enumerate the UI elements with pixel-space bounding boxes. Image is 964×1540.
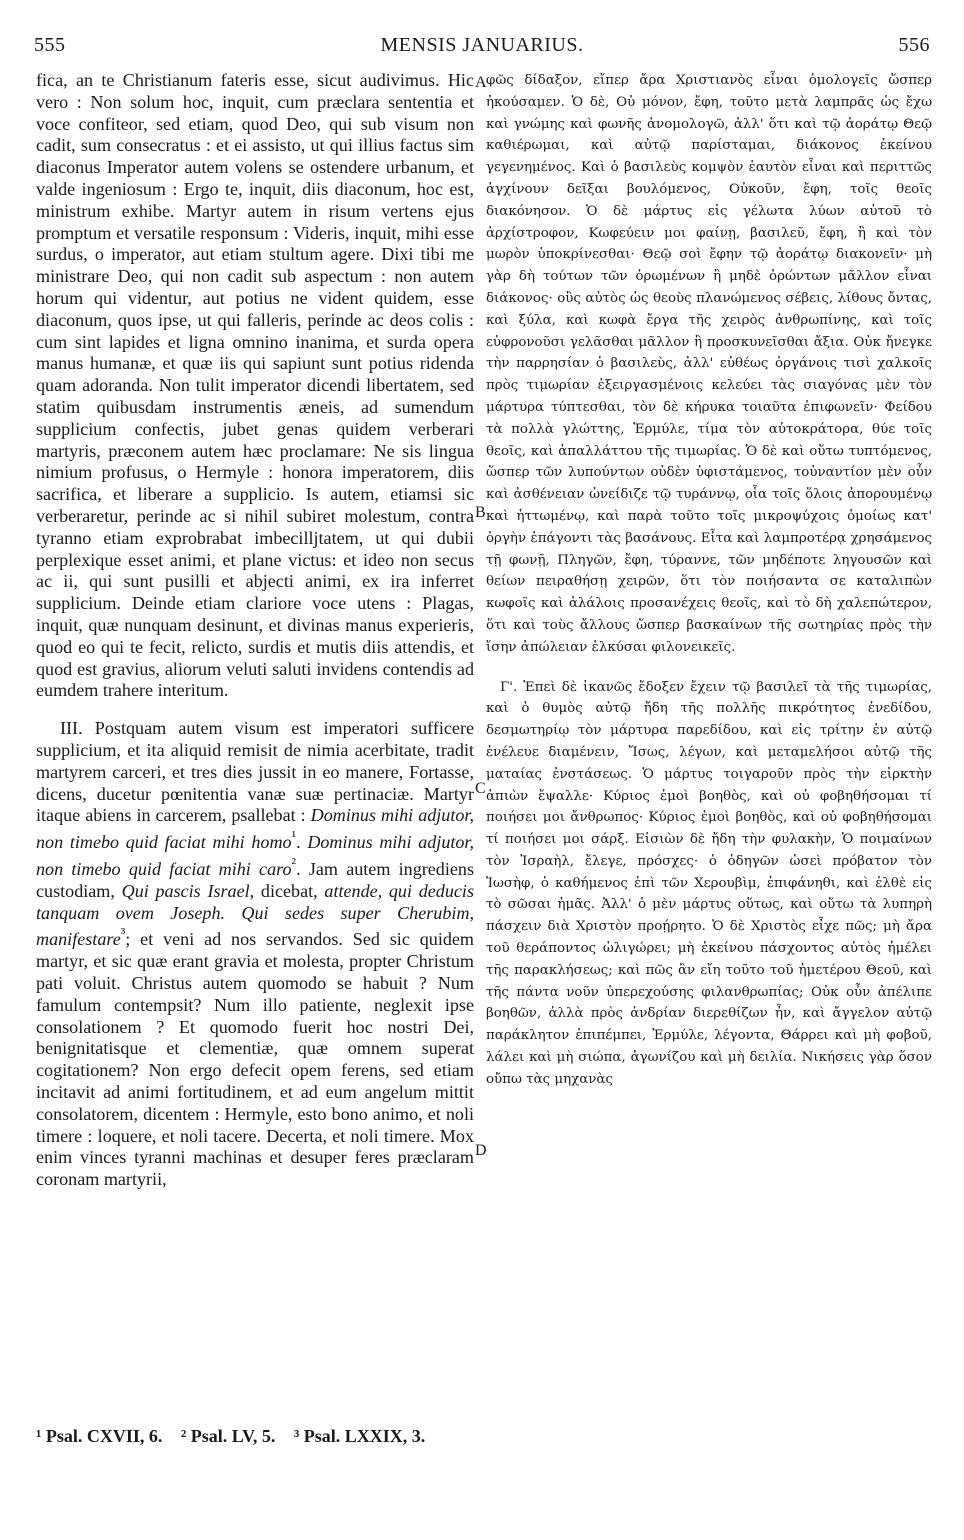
latin-p2-text-d: , dicebat, [249, 880, 325, 901]
footnote-1: ¹ Psal. CXVII, 6. [36, 1426, 163, 1446]
latin-paragraph-1: fica, an te Christianum fateris esse, sicut audivimus. Hic vero : Non solum hoc, inquit, cum præclara sententia et voce confiteor, sed etiam, quod Deo, qui sub visum non cadit, sum consecratus : et ei assisto, ut qui illius factus sim diaconus Imperator autem volens se ostendere urbanum, et valde ingeniosum : Ergo te, inquit, diis diaconum, hoc est, ministrum exhibe. Martyr autem in risum vertens ejus promptum et versatile responsum : Videris, inquit, mihi esse surdus, o imperator, aut etiam stultum agere. Dixi tibi me ministrare Deo, qui non cadit sub aspectum : non autem horum qui videntur, aut potius ne vident quidem, esse diaconum, quos ipse, ut qui falleris, perinde ac deos colis : cum sint lapides et ligna omnino inanima, et surda opera manus humanæ, et quæ iis qui sapiunt sunt potius ridenda quam adoranda. Non tulit imperator dicendi libertatem, sed statim quibusdam instrumentis æneis, ad sumendum supplicium confectis, jubet genas quidem verberari martyris, præconem autem hæc proclamare: Ne sis lingua nimium profusus, o Hermyle : honora imperatorem, diis sacrifica, et liberare a supplicio. Is autem, etiamsi sic verberaretur, perinde ac si nihil subiret molestum, contra tyranno etiam exprobrabat imbecilljtatem, ut qui dubii perplexique esset animi, et plane victus: et ideo non secus ac ii, qui sunt pusilli et abjecti animi, ex ira inferret supplicium. Deinde etiam clariore voce utens : Plagas, inquit, quæ nunquam desinunt, et divinas manus experieris, quod eo qui te fecit, relicto, surdis et mutis diis attendis, et quod est gravius, aliorum veluti saluti invidens contendis ad eumdem trahere interitum. [36, 70, 474, 701]
latin-quote-1: Dominus mihi adjutor, non timebo quid faciat mihi homo [36, 805, 474, 853]
latin-column [36, 70, 474, 1191]
greek-column [486, 70, 932, 1091]
latin-p2-text-e: ; et veni ad nos servandos. Sed sic quidem martyr, et sic quæ erant gravia et molesta, propter Christum pati voluit. Christus autem quomodo se habuit ? Num famulum contempsit? Num illo patiente, neglexit ipse consolationem ? Et quomodo fuerit hoc nostri Dei, benignitatisque et clementiæ, quæ omnem superat cogitationem? Non ergo defecit opem ferens, sed etiam incitavit ad animi fortitudinem, et ad eum angelum mittit consolatorem, dicentem : Hermyle, esto bono animo, et noli timere : loquere, et noli tacere. Decerta, et noli timere. Mox enim vinces tyranni machinas et desuper feres præclaram coronam martyrii, [36, 929, 474, 1190]
footnote-ref-1: ¹ [291, 829, 297, 846]
footnote-ref-2: ² [291, 855, 297, 872]
marginal-marker-a: A [475, 74, 487, 91]
marginal-marker-c: C [475, 780, 486, 797]
page-header [34, 34, 930, 64]
footnote-2: ² Psal. LV, 5. [180, 1426, 276, 1446]
latin-quote-4: attende, qui deducis tanquam ovem Joseph. Qui sedes super Cherubim, manifestare [36, 880, 475, 950]
latin-p2-text-b: . [296, 832, 308, 853]
page-number-right: 556 [898, 34, 930, 56]
greek-paragraph-1: φῶς δίδαξον, εἴπερ ἄρα Χριστιανὸς εἶναι ὁμολογεῖς ὥσπερ ἠκούσαμεν. Ὁ δὲ, Οὐ μόνον, ἔφη, τοῦτο μετὰ λαμπρᾶς ὡς ἔχω καὶ γνώμης καὶ φωνῆς ἀνομολογῶ, ἀλλ' ὅτι καὶ τῷ ἀοράτῳ Θεῷ καθιέρωμαι, καὶ αὐτῷ παρίσταμαι, διάκονος ἐκείνου γεγενημένος. Καὶ ὁ βασιλεὺς κομψὸν ἑαυτὸν εἶναι καὶ περιττῶς ἀγχίνουν δεῖξαι βουλόμενος, Οὐκοῦν, ἔφη, τοῖς θεοῖς διακόνησον. Ὁ δὲ μάρτυς εἰς γέλωτα λύων αὐτοῦ τὸ ἀρχίστροφον, Κωφεύειν μοι φαίνῃ, βασιλεῦ, ἔφη, ἢ καὶ τὸν μωρὸν ὑποκρίνεσθαι· Θεῷ σοὶ ἔφην τῷ ἀοράτῳ διακονεῖν· μὴ γὰρ δὴ τούτων τῶν ὁρωμένων ἢ μηδὲ ὁρώντων μᾶλλον εἶναι διάκονος· οὓς αὐτὸς ὡς θεοὺς πλανώμενος σέβεις, λίθους ὄντας, καὶ ξύλα, καὶ κωφὰ ἔργα τῆς χειρὸς ἀνθρωπίνης, καὶ τοῖς εὐφρονοῦσι γελᾶσθαι μᾶλλον ἢ προσκυνεῖσθαι ἄξια. Οὐκ ἤνεγκε τὴν παρρησίαν ὁ βασιλεὺς, ἀλλ' εὐθέως ὀργάνοις τισὶ χαλκοῖς πρὸς τιμωρίαν ἐξειργασμένοις κελεύει τὰς σιαγόνας μὲν τὸν μάρτυρα τύπτεσθαι, τὸν δὲ κήρυκα τοιαῦτα ἐπιφωνεῖν· Φείδου τὰ πολλὰ γλώττης, Ἑρμύλε, τίμα τὸν αὐτοκράτορα, θύε τοῖς θεοῖς, καὶ ἀπαλλάττου τῆς τιμωρίας. Ὁ δὲ καὶ οὕτω τυπτόμενος, ὥσπερ τῶν λυπούντων οὐδὲν ὑφιστάμενος, τοὐναντίον μὲν οὖν καὶ ἀσθένειαν ὠνείδιζε τῷ τυράννῳ, οἷα τοῖς ὅλοις ἀπορουμένῳ καὶ ἡττωμένῳ, καὶ παρὰ τοῦτο τοῖς μικροψύχοις ὁμοίως κατ' ὀργὴν ἐπάγοντι τὰς βασάνους. Εἶτα καὶ λαμπροτέρᾳ χρησάμενος τῇ φωνῇ, Πληγῶν, ἔφη, τύραννε, τῶν μηδέποτε ληγουσῶν καὶ θείων πειραθήσῃ χειρῶν, ὅτι τὸν ποιήσαντα σε καταλιπὼν κωφοῖς καὶ ἀλάλοις προσανέχεις θεοῖς, καὶ τὸ δὴ χαλεπώτερον, ὅτι καὶ τοὺς ἄλλους ὥσπερ βασκαίνων τῆς σωτηρίας πρὸς τὴν ἴσην ἀπώλειαν ἑλκύσαι φιλονεικεῖς. [486, 73, 932, 655]
greek-paragraph-2: Γ'. Ἐπεὶ δὲ ἱκανῶς ἔδοξεν ἔχειν τῷ βασιλεῖ τὰ τῆς τιμωρίας, καὶ ὁ θυμὸς αὐτῷ ἤδη τῆς πολλῆς πικρότητος ἐνεδίδου, δεσμωτηρίῳ τὸν μάρτυρα παρεδίδου, καὶ εἰς τρίτην ἐν αὐτῷ ἐνέλευε διαμένειν, Ἴσως, λέγων, καὶ μεταμελήσοι αὐτῷ τῆς ματαίας ἐνστάσεως. Ὁ μάρτυς τοιγαροῦν πρὸς τὴν εἱρκτὴν ἀπιὼν ἔψαλλε· Κύριος ἐμοὶ βοηθὸς, καὶ οὐ φοβηθήσομαι τί ποιήσει μοι ἄνθρωπος· Κύριος ἐμοὶ βοηθὸς, καὶ οὐ φοβηθήσομαι τί ποιήσει μοι σάρξ. Εἰσιὼν δὲ ἤδη τὴν φυλακὴν, Ὁ ποιμαίνων τὸν Ἰσραὴλ, ἔλεγε, πρόσχες· ὁ ὁδηγῶν ὡσεὶ πρόβατον τὸν Ἰωσὴφ, ὁ καθήμενος ἐπὶ τῶν Χερουβὶμ, ἐπιφάνηθι, καὶ ἐλθὲ εἰς τὸ σῶσαι ἡμᾶς. Ἀλλ' ὁ μὲν μάρτυς οὕτως, καὶ οὕτω τὰ λυπηρὴ πάσχειν διὰ Χριστὸν προῄρητο. Ὁ δὲ Χριστὸς εἶχε πῶς; μὴ ἄρα τοῦ θεράποντος ὠλιγώρει; μὴ ἐκείνου πάσχοντος αὐτὸς ἠμέλει τῆς παρακλήσεως; καὶ πῶς ἂν εἴη τοῦτο τοῦ ἡμετέρου Θεοῦ, καὶ τῆς πάντα νοῦν ὑπερεχούσης φιλανθρωπίας; Οὐκ οὖν ἀπέλιπε βοηθῶν, ἀλλὰ πρὸς ἀνδρίαν διερεθίζων ἦν, καὶ ἄγγελον αὐτῷ παράκλητον ἐπιπέμπει, Ἑρμύλε, λέγοντα, Θάρρει καὶ μὴ φοβοῦ, λάλει καὶ μὴ σιώπα, ἀγωνίζου καὶ μὴ δειλία. Νικήσεις γὰρ ὅσον οὔπω τὰς μηχανὰς [486, 679, 932, 1087]
latin-paragraph-2 [36, 718, 474, 1191]
latin-p2-text-a: III. Postquam autem visum est imperatori sufficere supplicium, et ita aliquid remisit de nimia acerbitate, tradit martyrem carceri, et tres dies jussit in eo manere, Fortasse, dicens, ducetur pœnitentia vanæ suæ pertinaciæ. Martyr itaque abiens in carcerem, psallebat : [36, 718, 474, 826]
marginal-marker-b: B [475, 504, 486, 521]
marginal-marker-d: D [475, 1142, 487, 1159]
footnote-ref-3: ³ [120, 926, 126, 943]
footnotes [36, 1426, 636, 1447]
latin-p2-text-c: . Jam autem ingrediens custodiam, [36, 858, 474, 901]
page-number-left: 555 [34, 34, 66, 56]
latin-quote-2: Dominus mihi adjutor, non timebo quid faciat mihi caro [36, 832, 474, 879]
running-title: MENSIS JANUARIUS. [380, 34, 584, 56]
footnote-3: ³ Psal. LXXIX, 3. [293, 1426, 426, 1446]
latin-quote-3: Qui pascis Israel [121, 880, 250, 901]
